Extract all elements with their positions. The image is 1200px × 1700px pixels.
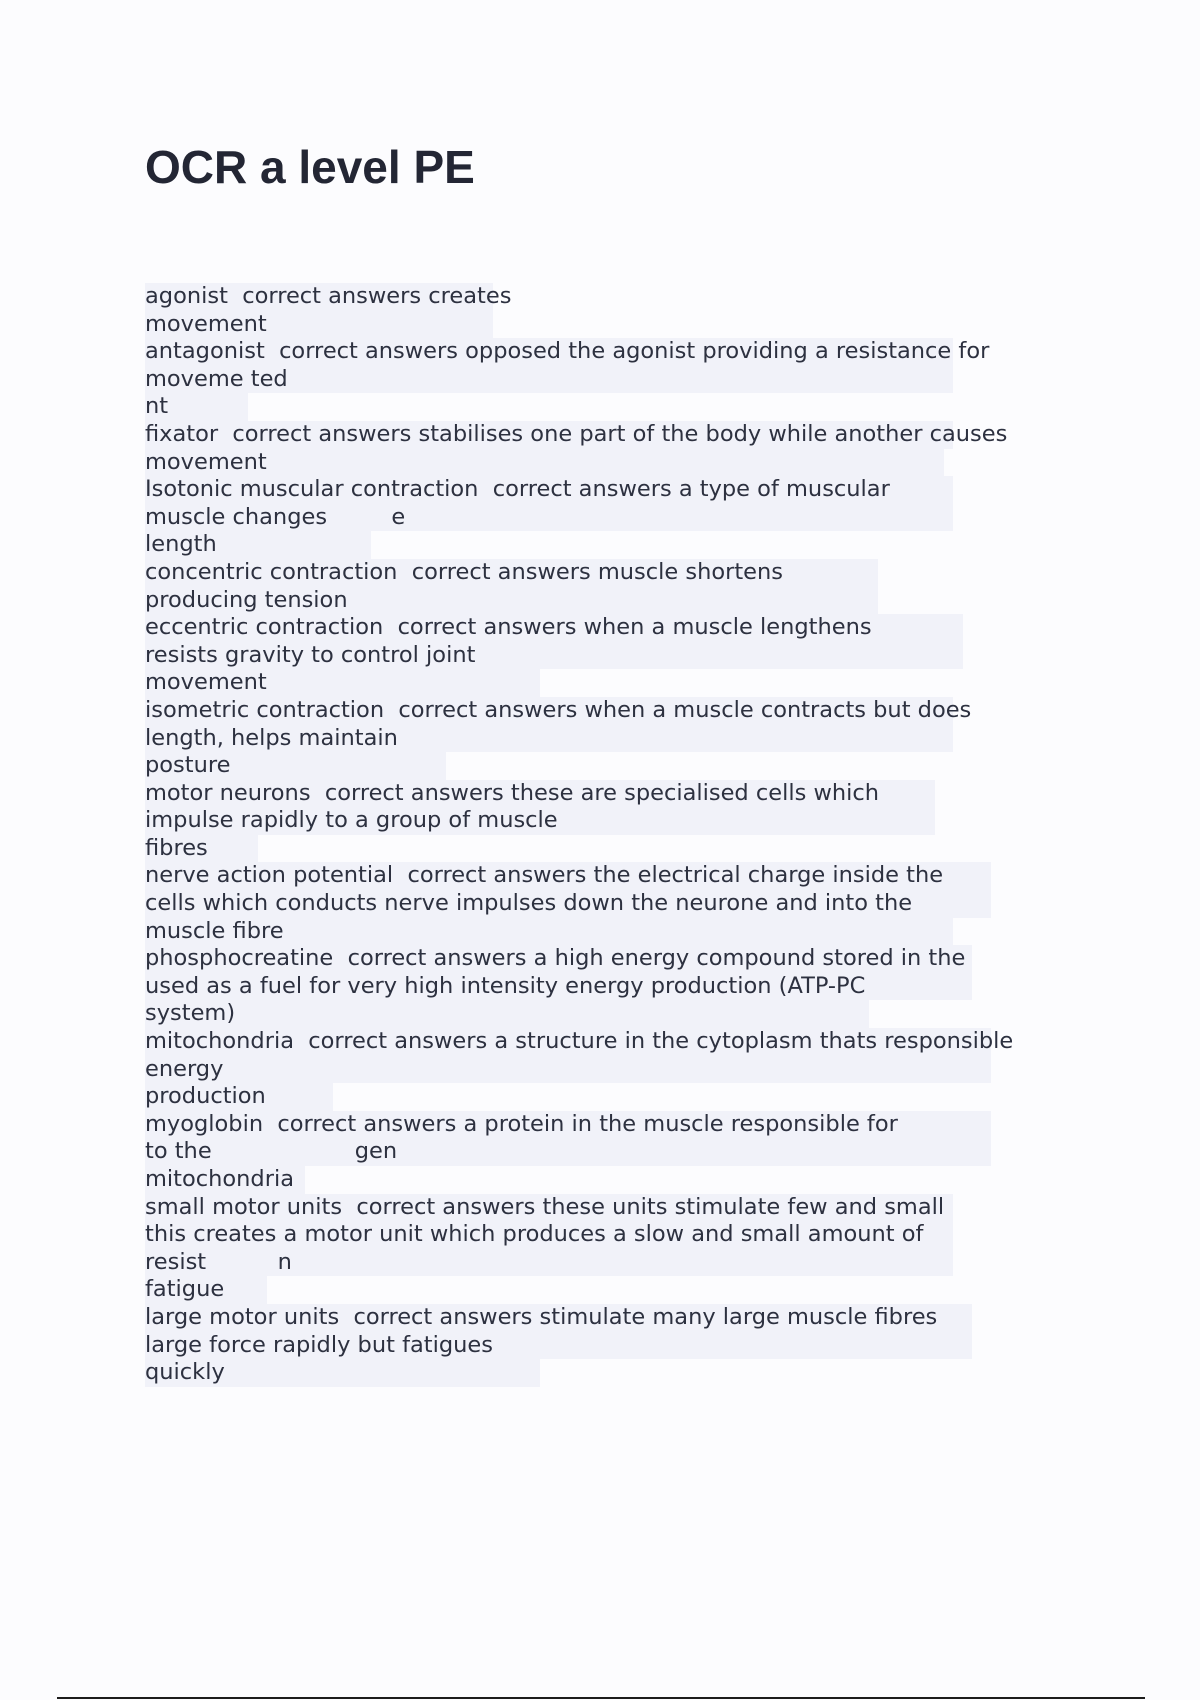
text-line: movement	[145, 449, 944, 477]
text-line: mitochondria correct answers a structure in the cytoplasm thats responsible	[145, 1028, 1014, 1055]
text-line: moveme ted	[145, 366, 953, 394]
text-line: phosphocreatine correct answers a high energy compound stored in the	[145, 945, 972, 973]
text-line: impulse rapidly to a group of muscle	[145, 807, 935, 835]
text-line: movement	[145, 311, 493, 339]
text-line: small motor units correct answers these units stimulate few and small	[145, 1194, 953, 1222]
text-line: length, helps maintain	[145, 725, 953, 753]
text-line: fatigue	[145, 1276, 267, 1304]
text-line: production	[145, 1083, 333, 1111]
text-line: resists gravity to control joint	[145, 642, 963, 670]
text-line: isometric contraction correct answers when a muscle contracts but does	[145, 696, 972, 723]
text-line: movement	[145, 669, 540, 697]
text-line: posture	[145, 752, 446, 780]
text-line: this creates a motor unit which produces a slow and small amount of	[145, 1221, 953, 1249]
flashcard-list	[145, 283, 1085, 1387]
text-line: nerve action potential correct answers the electrical charge inside the	[145, 862, 991, 890]
text-line: muscle changes e	[145, 504, 953, 532]
text-line: eccentric contraction correct answers when a muscle lengthens	[145, 614, 963, 642]
document-title: OCR a level PE	[145, 141, 475, 193]
text-line: cells which conducts nerve impulses down the neurone and into the	[145, 890, 991, 918]
text-line: agonist correct answers creates	[145, 283, 512, 309]
text-line: large motor units correct answers stimulate many large muscle fibres	[145, 1304, 972, 1332]
text-line: length	[145, 531, 371, 559]
text-line: mitochondria	[145, 1166, 305, 1194]
text-line: used as a fuel for very high intensity energy production (ATP-PC	[145, 973, 972, 1001]
text-line: nt	[145, 393, 248, 421]
text-line: to the gen	[145, 1138, 991, 1166]
text-line: energy	[145, 1056, 991, 1084]
text-line: muscle fibre	[145, 918, 953, 946]
text-line: system)	[145, 1000, 869, 1028]
text-line: producing tension	[145, 587, 878, 615]
text-line: quickly	[145, 1359, 540, 1387]
text-line: motor neurons correct answers these are specialised cells which	[145, 780, 935, 808]
text-line: large force rapidly but fatigues	[145, 1332, 972, 1360]
page-bottom-rule	[57, 1697, 1145, 1699]
text-line: antagonist correct answers opposed the agonist providing a resistance for	[145, 338, 990, 365]
text-line: concentric contraction correct answers muscle shortens	[145, 559, 878, 587]
text-line: fixator correct answers stabilises one part of the body while another causes	[145, 420, 1008, 447]
text-line: resist n	[145, 1249, 953, 1277]
text-line: myoglobin correct answers a protein in the muscle responsible for	[145, 1111, 991, 1139]
text-line: fibres	[145, 835, 258, 863]
text-line: Isotonic muscular contraction correct answers a type of muscular	[145, 476, 953, 504]
